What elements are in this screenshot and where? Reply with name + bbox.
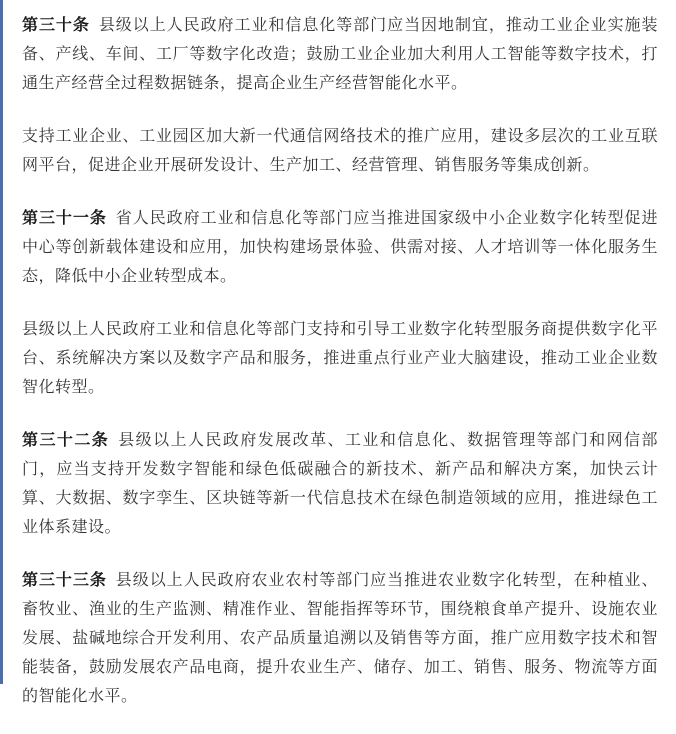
article-number: 第三十条 [22,15,90,34]
paragraph-article-30 [22,10,658,97]
paragraph-article-33 [22,565,658,710]
paragraph-article-30-continued [22,121,658,179]
paragraph-text: 省人民政府工业和信息化等部门应当推进国家级中小企业数字化转型促进中心等创新载体建设和应用，加快构建场景体验、供需对接、人才培训等一体化服务生态，降低中小企业转型成本。 [22,208,658,285]
paragraph-article-32 [22,425,658,541]
article-number: 第三十一条 [22,208,107,227]
article-number: 第三十三条 [22,570,107,589]
paragraph-text: 县级以上人民政府工业和信息化等部门支持和引导工业数字化转型服务商提供数字化平台、系统解决方案以及数字产品和服务，推进重点行业产业大脑建设，推动工业企业数智化转型。 [22,319,658,396]
paragraph-text: 县级以上人民政府农业农村等部门应当推进农业数字化转型，在种植业、畜牧业、渔业的生产监测、精准作业、智能指挥等环节，围绕粮食单产提升、设施农业发展、盐碱地综合开发利用、农产品质量追溯以及销售等方面，推广应用数字技术和智能装备，鼓励发展农产品电商，提升农业生产、储存、加工、销售、服务、物流等方面的智能化水平。 [22,570,658,705]
article-number: 第三十二条 [22,430,110,449]
paragraph-article-31 [22,203,658,290]
paragraph-text: 县级以上人民政府工业和信息化等部门应当因地制宜，推动工业企业实施装备、产线、车间、工厂等数字化改造；鼓励工业企业加大利用人工智能等数字技术，打通生产经营全过程数据链条，提高企业生产经营智能化水平。 [22,15,658,92]
document-body [22,10,658,734]
paragraph-text: 支持工业企业、工业园区加大新一代通信网络技术的推广应用，建设多层次的工业互联网平台，促进企业开展研发设计、生产加工、经营管理、销售服务等集成创新。 [22,126,658,174]
paragraph-text: 县级以上人民政府发展改革、工业和信息化、数据管理等部门和网信部门，应当支持开发数字智能和绿色低碳融合的新技术、新产品和解决方案，加快云计算、大数据、数字孪生、区块链等新一代信息技术在绿色制造领域的应用，推进绿色工业体系建设。 [22,430,658,536]
left-accent-border [0,0,3,684]
paragraph-article-31-continued [22,314,658,401]
